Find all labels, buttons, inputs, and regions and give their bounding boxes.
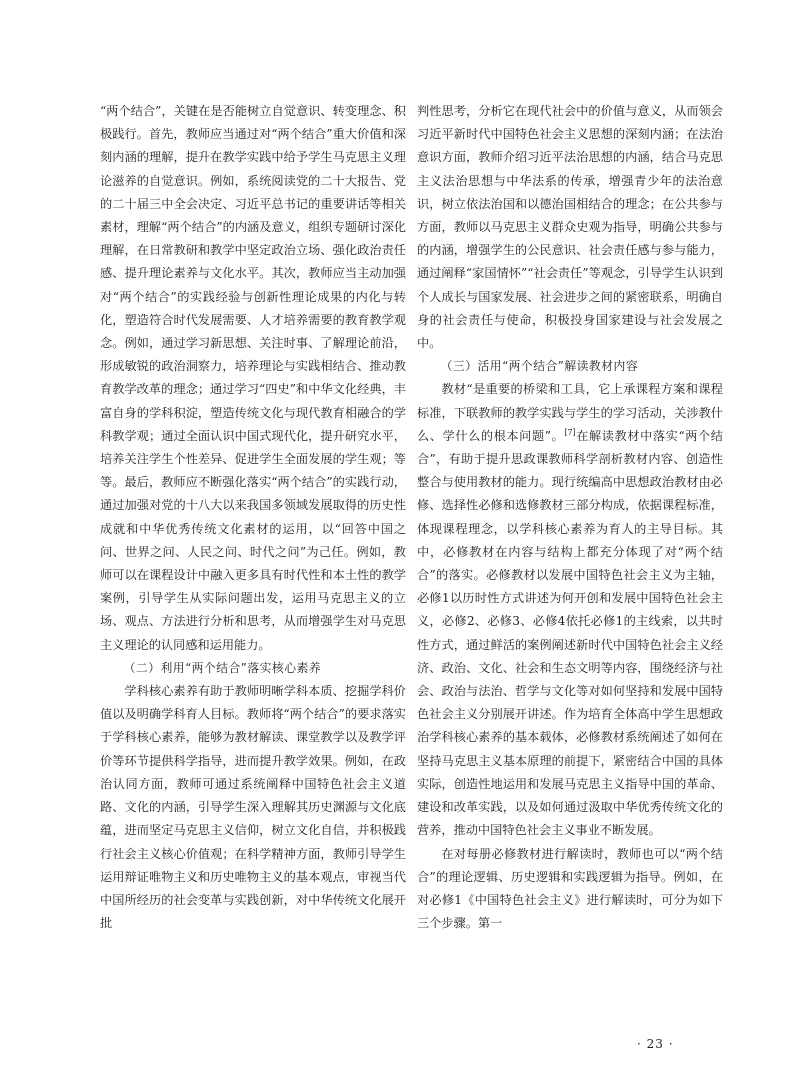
paragraph-text: 在解读教材中落实“两个结合”，有助于提升思政课教师科学剖析教材内容、创造性整合与使用教材的能力。现行统编高中思想政治教材由必修、选择性必修和选修教材三部分构成，依据课程标准，体现课程理念，以学科核心素养为育人的主导目标。其中，必修教材在内容与结构上都充分体现了对“两个结合”的落实。必修教材以发展中国特色社会主义为主轴，必修1以历时性方式讲述为何开创和发展中国特色社会主义，必修2、必修3、必修4依托必修1的主线索，以共时性方式，通过鲜活的案例阐述新时代中国特色社会主义经济、政治、文化、社会和生态文明等内容，围绕经济与社会、政治与法治、哲学与文化等对如何坚持和发展中国特色社会主义分别展开讲述。作为培育全体高中学生思想政治学科核心素养的基本载体，必修教材系统阐述了如何在坚持马克思主义基本原理的前提下，紧密结合中国的具体实际，创造性地运用和发展马克思主义指导中国的革命、建设和改革实践，以及如何通过汲取中华优秀传统文化的营养，推动中国特色社会主义事业不断发展。 <box>417 428 723 838</box>
body-paragraph: 判性思考，分析它在现代社会中的价值与意义，从而领会习近平新时代中国特色社会主义思想的深刻内涵；在法治意识方面，教师介绍习近平法治思想的内涵，结合马克思主义法治思想与中华法系的传承，增强青少年的法治意识，树立依法治国和以德治国相结合的理念；在公共参与方面，教师以马克思主义群众史观为指导，明确公共参与的内涵，增强学生的公民意识、社会责任感与参与能力，通过阐释“家国情怀”“社会责任”等观念，引导学生认识到个人成长与国家发展、社会进步之间的紧密联系，明确自身的社会责任与使命，积极投身国家建设与社会发展之中。 <box>417 104 723 351</box>
section-heading: （二）利用“两个结合”落实核心素养 <box>123 660 322 675</box>
quoted-text: 教材“是重要的桥梁和工具，它上承课程方案和课程标准，下联教师的教学实践与学生的学习活动，关涉教什么、学什么的根本问题”。 <box>417 382 723 443</box>
section-heading: （三）活用“两个结合”解读教材内容 <box>440 359 639 374</box>
body-paragraph: 学科核心素养有助于教师明晰学科本质、挖掘学科价值以及明确学科育人目标。教师将“两个结合”的要求落实于学科核心素养，能够为教材解读、课堂教学以及教学评价等环节提供科学指导，进而提升教学效果。例如，在政治认同方面，教师可通过系统阐释中国特色社会主义道路、文化的内涵，引导学生深入理解其历史渊源与文化底蕴，进而坚定马克思主义信仰，树立文化自信，并积极践行社会主义核心价值观；在科学精神方面，教师引导学生运用辩证唯物主义和历史唯物主义的基本观点，审视当代中国所经历的社会变革与实践创新，对中华传统文化展开批 <box>100 684 406 931</box>
page-number: · 23 · <box>637 1037 674 1051</box>
right-column <box>417 100 723 935</box>
left-column <box>100 100 406 935</box>
body-paragraph: “两个结合”，关键在是否能树立自觉意识、转变理念、积极践行。首先，教师应当通过对“两个结合”重大价值和深刻内涵的理解，提升在教学实践中给予学生马克思主义理论滋养的自觉意识。例如，系统阅读党的二十大报告、党的二十届三中全会决定、习近平总书记的重要讲话等相关素材，理解“两个结合”的内涵及意义，组织专题研讨深化理解，在日常教研和教学中坚定政治立场、强化政治责任感、提升理论素养与文化水平。其次，教师应当主动加强对“两个结合”的实践经验与创新性理论成果的内化与转化，塑造符合时代发展需要、人才培养需要的教育教学观念。例如，通过学习新思想、关注时事、了解理论前沿，形成敏锐的政治洞察力，培养理论与实践相结合、推动教育教学改革的理念；通过学习“四史”和中华文化经典，丰富自身的学科积淀，塑造传统文化与现代教育相融合的学科教学观；通过全面认识中国式现代化，提升研究水平，培养关注学生个性差异、促进学生全面发展的学生观；等等。最后，教师应不断强化落实“两个结合”的实践行动，通过加强对党的十八大以来我国多领域发展取得的历史性成就和中华优秀传统文化素材的运用，以“回答中国之问、世界之问、人民之问、时代之问”为己任。例如，教师可以在课程设计中融入更多具有时代性和本土性的教学案例，引导学生从实际问题出发，运用马克思主义的立场、观点、方法进行分析和思考，从而增强学生对马克思主义理论的认同感和运用能力。 <box>100 104 406 652</box>
citation-marker: [7] <box>564 427 576 437</box>
body-paragraph <box>417 378 723 842</box>
body-paragraph: 在对每册必修教材进行解读时，教师也可以“两个结合”的理论逻辑、历史逻辑和实践逻辑为指导。例如，在对必修1《中国特色社会主义》进行解读时，可分为如下三个步骤。第一 <box>417 846 723 931</box>
